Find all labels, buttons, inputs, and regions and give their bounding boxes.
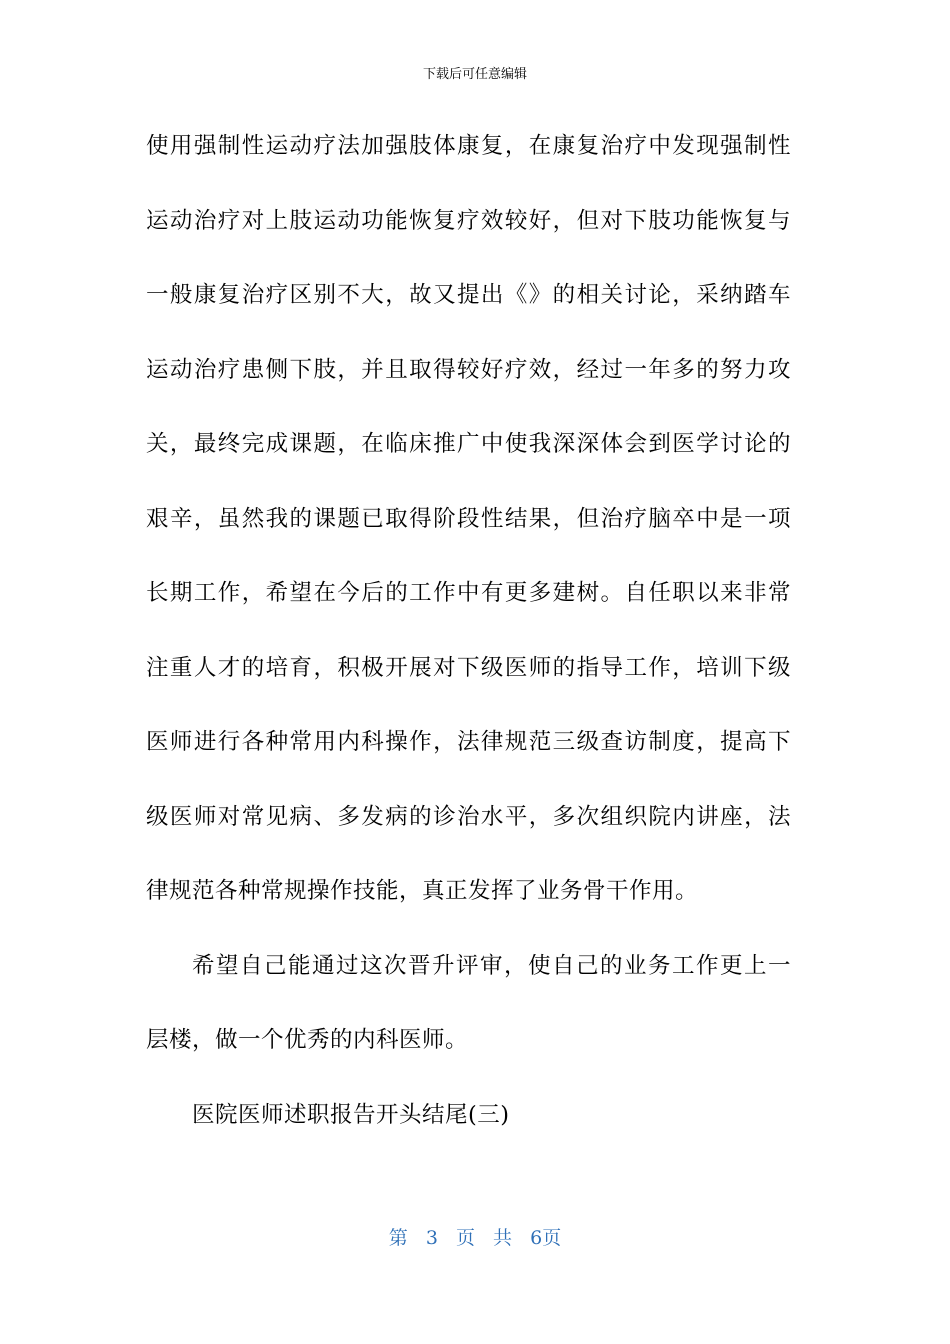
paragraph-line: 注重人才的培育，积极开展对下级医师的指导工作，培训下级 xyxy=(146,654,791,681)
paragraph-line: 艰辛，虽然我的课题已取得阶段性结果，但治疗脑卒中是一项 xyxy=(146,505,791,532)
footer-label-gong: 共 xyxy=(493,1227,513,1249)
paragraph-line: 层楼，做一个优秀的内科医师。 xyxy=(146,1027,469,1053)
footer-label-ye: 页 xyxy=(455,1227,475,1249)
page-header: 下载后可任意编辑 xyxy=(422,67,527,82)
footer-total-pages: 6页 xyxy=(530,1227,562,1249)
paragraph-line: 希望自己能通过这次晋升评审，使自己的业务工作更上一 xyxy=(192,952,791,979)
paragraph-line: 医师进行各种常用内科操作，法律规范三级查访制度，提高下 xyxy=(146,729,791,755)
paragraph-line: 律规范各种常规操作技能，真正发挥了业务骨干作用。 xyxy=(146,878,699,904)
paragraph-line: 运动治疗对上肢运动功能恢复疗效较好，但对下肢功能恢复与 xyxy=(146,207,791,234)
paragraph-line: 关，最终完成课题，在临床推广中使我深深体会到医学讨论的 xyxy=(146,431,791,457)
paragraph-line: 级医师对常见病、多发病的诊治水平，多次组织院内讲座，法 xyxy=(146,803,791,830)
paragraph-line: 使用强制性运动疗法加强肢体康复，在康复治疗中发现强制性 xyxy=(146,133,791,159)
footer-label-di: 第 xyxy=(388,1227,408,1249)
document-body xyxy=(146,124,791,1167)
footer-page-number: 3 xyxy=(425,1227,438,1249)
paragraph-line: 一般康复治疗区别不大，故又提出《》的相关讨论，采纳踏车 xyxy=(146,282,791,308)
page-footer xyxy=(0,1226,950,1250)
paragraph-line: 运动治疗患侧下肢，并且取得较好疗效，经过一年多的努力攻 xyxy=(146,356,791,383)
section-heading: 医院医师述职报告开头结尾(三) xyxy=(192,1101,510,1128)
paragraph-line: 长期工作，希望在今后的工作中有更多建树。自任职以来非常 xyxy=(146,580,791,606)
